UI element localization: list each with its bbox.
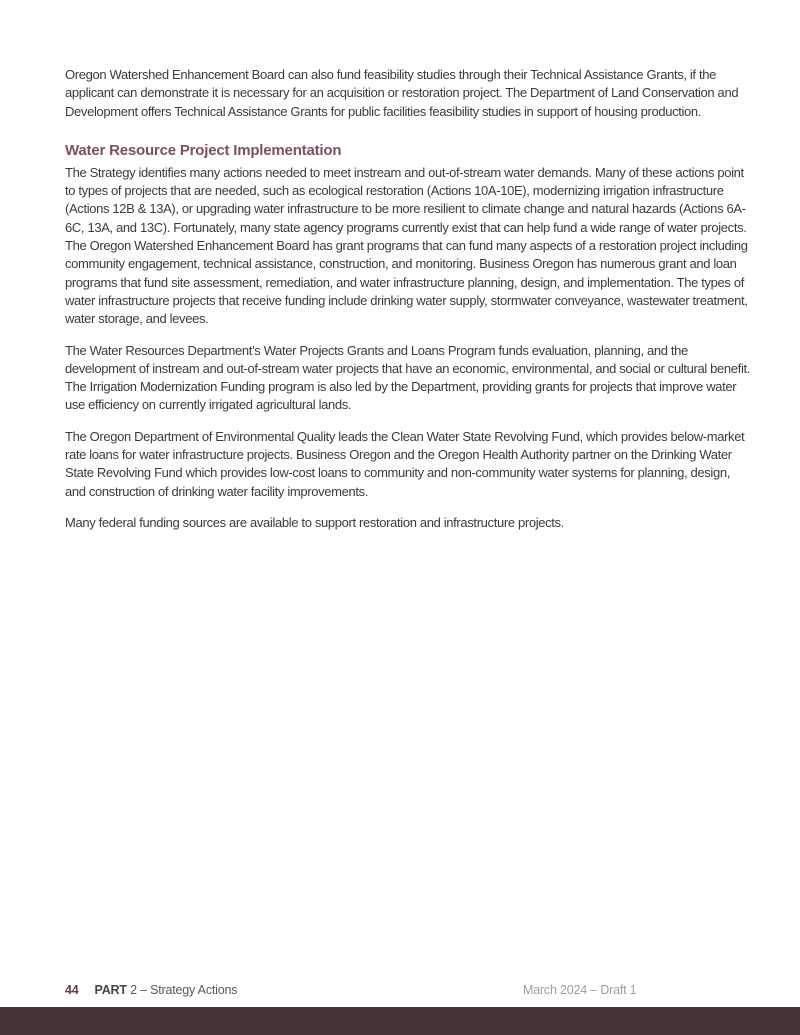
- paragraph: The Strategy identifies many actions needed to meet instream and out-of-stream water demands. Many of these actions point to types of projects that are needed, such as ecological restoration (Actions 10A-10E), modernizing irrigation infrastructure (Actions 12B & 13A), or upgrading water infrastructure to be more resilient to climate change and natural hazards (Actions 6A-6C, 13A, and 13C). Fortunately, many state agency programs currently exist that can help fund a wide range of water projects. The Oregon Watershed Enhancement Board has grant programs that can fund many aspects of a restoration project including community engagement, technical assistance, construction, and monitoring. Business Oregon has numerous grant and loan programs that fund site assessment, remediation, and water infrastructure planning, design, and implementation. The types of water infrastructure projects that receive funding include drinking water supply, stormwater conveyance, wastewater treatment, water storage, and levees.: [65, 164, 748, 327]
- paragraph: The Water Resources Department’s Water Projects Grants and Loans Program funds evaluation, planning, and the development of instream and out-of-stream water projects that have an economic, environmental, and social or cultural benefit. The Irrigation Modernization Funding program is also led by the Department, providing grants for projects that improve water use efficiency on currently irrigated agricultural lands.: [65, 342, 751, 413]
- footer-part-label: PART: [94, 983, 127, 997]
- page-footer: [65, 981, 737, 1001]
- section-heading: Water Resource Project Implementation: [65, 141, 342, 159]
- bottom-bar: [0, 1007, 800, 1035]
- page-content: [65, 66, 750, 545]
- paragraph-intro: Oregon Watershed Enhancement Board can also fund feasibility studies through their Technical Assistance Grants, if the applicant can demonstrate it is necessary for an acquisition or restoration project. The Department of Land Conservation and Development offers Technical Assistance Grants for public facilities feasibility studies in support of housing production.: [65, 67, 739, 119]
- footer-date-draft: March 2024 – Draft 1: [523, 983, 637, 997]
- paragraph: The Oregon Department of Environmental Quality leads the Clean Water State Revolving Fund, which provides below-market rate loans for water infrastructure projects. Business Oregon and the Oregon Health Authority partner on the Drinking Water State Revolving Fund which provides low-cost loans to community and non-community water systems for planning, design, and construction of drinking water facility improvements.: [65, 428, 745, 499]
- footer-part-text: 2 – Strategy Actions: [126, 983, 238, 997]
- page-number: 44: [65, 983, 79, 997]
- paragraph: Many federal funding sources are available to support restoration and infrastructure projects.: [65, 514, 564, 530]
